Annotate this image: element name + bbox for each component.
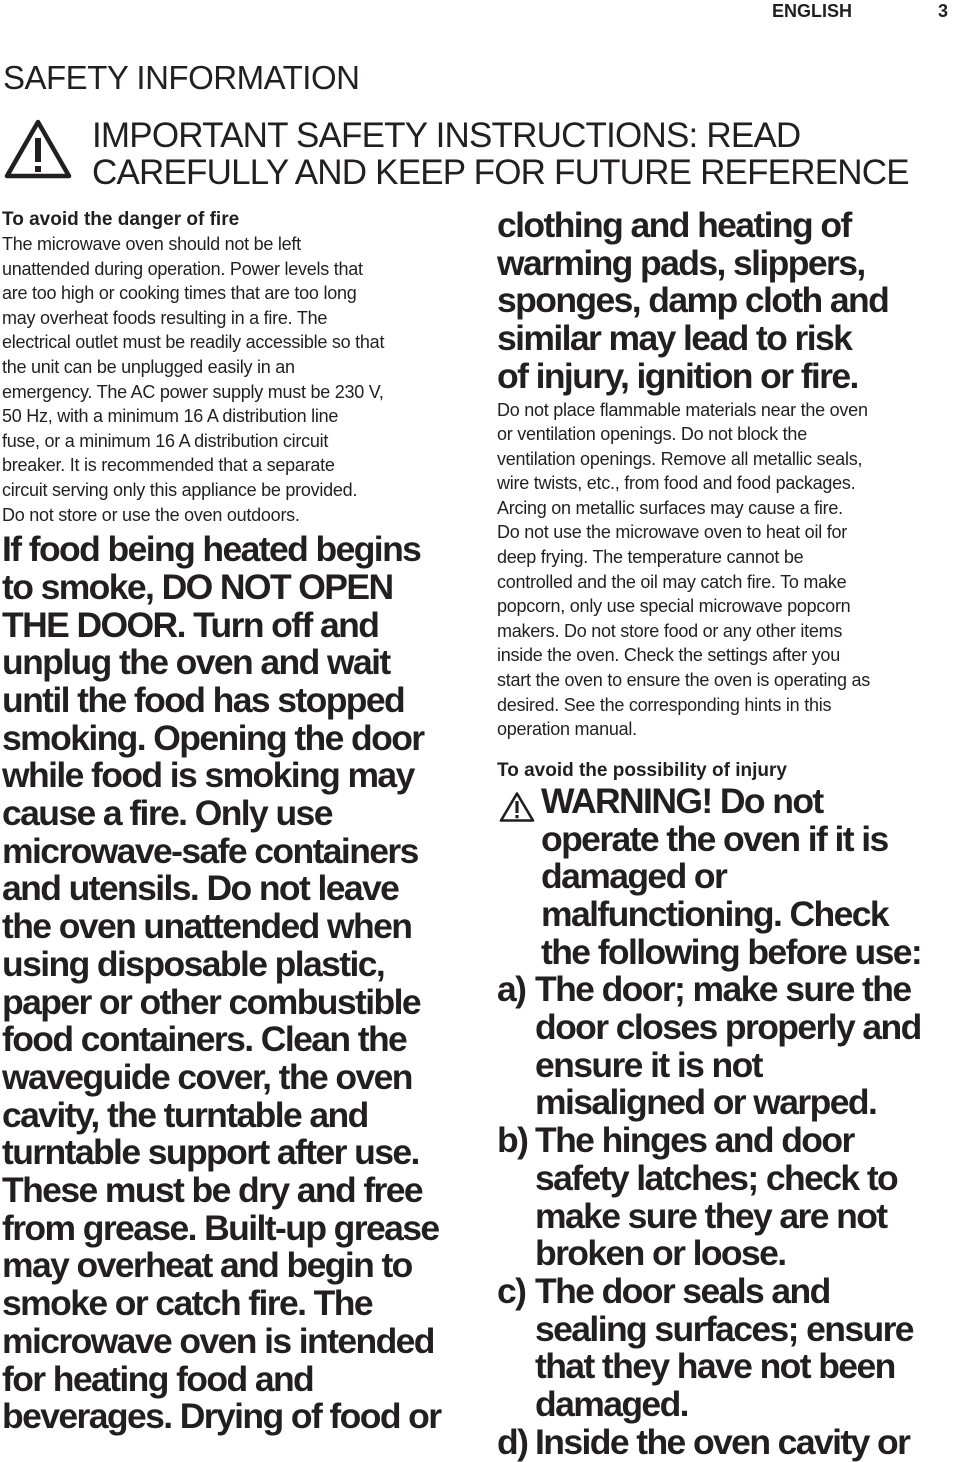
body-line: emergency. The AC power supply must be 230 V, xyxy=(2,381,384,402)
body-line: electrical outlet must be readily accessible so that xyxy=(2,332,385,353)
right-column xyxy=(497,207,957,1461)
bold-line: and utensils. Do not leave xyxy=(2,868,399,909)
bold-line: cavity, the turntable and xyxy=(2,1094,368,1135)
list-item xyxy=(497,971,957,1122)
body-line: circuit serving only this appliance be provided. xyxy=(2,479,358,500)
bold-line: using disposable plastic, xyxy=(2,943,385,984)
body-line: makers. Do not store food or any other items xyxy=(497,620,843,641)
list-item xyxy=(497,1421,957,1462)
body-line: deep frying. The temperature cannot be xyxy=(497,547,804,568)
bold-line: similar may lead to risk xyxy=(497,318,852,359)
list-item xyxy=(497,1122,957,1273)
body-line: The microwave oven should not be left xyxy=(2,234,301,254)
list-line: Inside the oven cavity or xyxy=(535,1421,910,1462)
bold-line: microwave oven is intended xyxy=(2,1320,434,1361)
important-instructions-heading xyxy=(92,117,909,191)
body-line: Do not place flammable materials near the oven xyxy=(497,399,868,420)
bold-line: microwave-safe containers xyxy=(2,830,418,871)
bold-line: waveguide cover, the oven xyxy=(2,1056,412,1097)
flammable-body xyxy=(497,398,957,742)
body-line: wire twists, etc., from food and food packages. xyxy=(497,473,856,494)
bold-line: smoking. Opening the door xyxy=(2,717,424,758)
important-line: CAREFULLY AND KEEP FOR FUTURE REFERENCE xyxy=(92,153,909,192)
body-line: unattended during operation. Power levels that xyxy=(2,258,363,279)
warning-line: operate the oven if it is xyxy=(541,818,888,859)
body-line: desired. See the corresponding hints in this xyxy=(497,694,832,715)
body-line: Arcing on metallic surfaces may cause a fire. xyxy=(497,497,843,518)
header-language: ENGLISH xyxy=(771,1,852,21)
warning-block xyxy=(497,780,957,972)
body-line: Do not use the microwave oven to heat oil for xyxy=(497,522,847,543)
list-line: make sure they are not xyxy=(535,1195,887,1236)
body-line: inside the oven. Check the settings after you xyxy=(497,645,840,666)
list-line: sealing surfaces; ensure xyxy=(535,1308,913,1349)
list-line: damaged. xyxy=(535,1384,688,1425)
body-line: Do not store or use the oven outdoors. xyxy=(2,504,300,525)
left-column xyxy=(2,207,472,1436)
bold-line: for heating food and xyxy=(2,1358,314,1399)
list-line: door closes properly and xyxy=(535,1007,921,1048)
bold-line: until the food has stopped xyxy=(2,679,405,720)
list-marker: a) xyxy=(497,969,526,1010)
fire-heading: To avoid the danger of fire xyxy=(2,209,240,230)
list-line: The door; make sure the xyxy=(535,969,911,1010)
list-line: that they have not been xyxy=(535,1346,895,1387)
important-line: IMPORTANT SAFETY INSTRUCTIONS: READ xyxy=(92,116,801,155)
bold-line: from grease. Built-up grease xyxy=(2,1207,439,1248)
body-line: 50 Hz, with a minimum 16 A distribution line xyxy=(2,406,339,427)
body-line: the unit can be unplugged easily in an xyxy=(2,356,295,377)
warning-line: malfunctioning. Check xyxy=(541,893,889,934)
injury-heading: To avoid the possibility of injury xyxy=(497,759,787,781)
bold-line: turntable support after use. xyxy=(2,1132,419,1173)
bold-line: smoke or catch fire. The xyxy=(2,1283,372,1324)
bold-line: If food being heated begins xyxy=(2,529,421,570)
bold-line: beverages. Drying of food or xyxy=(2,1396,441,1437)
list-marker: b) xyxy=(497,1120,528,1161)
list-line: safety latches; check to xyxy=(535,1157,898,1198)
list-line: broken or loose. xyxy=(535,1233,786,1274)
bold-line: may overheat and begin to xyxy=(2,1245,412,1286)
body-line: or ventilation openings. Do not block the xyxy=(497,424,807,445)
body-line: breaker. It is recommended that a separate xyxy=(2,455,335,476)
bold-line: These must be dry and free xyxy=(2,1170,423,1211)
fire-body xyxy=(2,232,472,527)
bold-line: THE DOOR. Turn off and xyxy=(2,604,379,645)
list-line: The door seals and xyxy=(535,1270,830,1311)
warning-triangle-icon xyxy=(499,791,535,823)
bold-line: the oven unattended when xyxy=(2,906,412,947)
bold-line: while food is smoking may xyxy=(2,755,414,796)
bold-line: paper or other combustible xyxy=(2,981,420,1022)
list-line: misaligned or warped. xyxy=(535,1082,877,1123)
bold-line: unplug the oven and wait xyxy=(2,642,390,683)
body-line: fuse, or a minimum 16 A distribution circuit xyxy=(2,430,329,451)
warning-line: WARNING! Do not xyxy=(541,780,823,821)
body-line: start the oven to ensure the oven is operating as xyxy=(497,670,870,691)
body-line: popcorn, only use special microwave popcorn xyxy=(497,596,851,617)
bold-line: food containers. Clean the xyxy=(2,1019,407,1060)
body-line: ventilation openings. Remove all metallic seals, xyxy=(497,448,863,469)
bold-line: of injury, ignition or fire. xyxy=(497,355,858,396)
list-line: ensure it is not xyxy=(535,1044,762,1085)
list-item xyxy=(497,1270,957,1425)
body-line: operation manual. xyxy=(497,719,637,740)
bold-line: clothing and heating of xyxy=(497,205,851,245)
list-line: The hinges and door xyxy=(535,1120,854,1161)
warning-line: damaged or xyxy=(541,856,727,897)
section-title: SAFETY INFORMATION xyxy=(3,59,360,96)
body-line: are too high or cooking times that are too long xyxy=(2,283,357,304)
list-marker: c) xyxy=(497,1270,526,1311)
warning-triangle-icon xyxy=(4,118,72,180)
body-line: controlled and the oil may catch fire. To make xyxy=(497,571,847,592)
body-line: may overheat foods resulting in a fire. The xyxy=(2,307,328,328)
bold-line: cause a fire. Only use xyxy=(2,793,332,834)
page-number: 3 xyxy=(937,1,948,21)
ignition-bold-text xyxy=(497,207,957,396)
warning-line: the following before use: xyxy=(541,931,922,972)
bold-line: to smoke, DO NOT OPEN xyxy=(2,566,393,607)
bold-line: sponges, damp cloth and xyxy=(497,280,889,321)
list-marker: d) xyxy=(497,1421,528,1462)
bold-line: warming pads, slippers, xyxy=(497,242,865,283)
fire-bold-text xyxy=(2,531,472,1436)
